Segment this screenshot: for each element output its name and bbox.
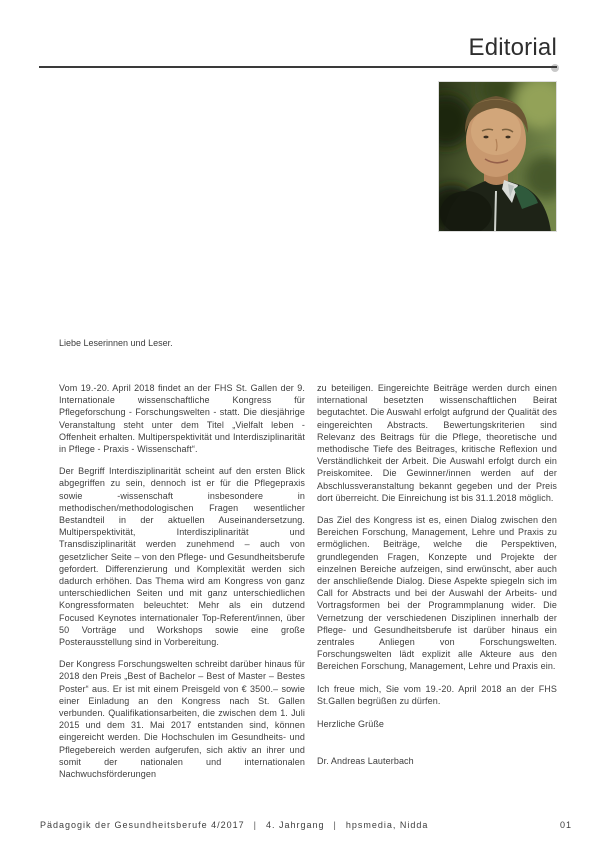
footer-publisher: hpsmedia, Nidda [345, 820, 429, 830]
paragraph: Der Begriff Interdisziplinarität scheint auf den ersten Blick abgegriffen zu sein, dennoch ist er für die Pflegepraxis sowie -wissenschaft insbesondere in methodischen/methodologischen Fragen wesentlicher Bestandteil in der aktuellen Auseinandersetzung. Multiperspektivität, Interdisziplinarität und Transdisziplinarität werden zunehmend – auch von gesetzlicher Seite – von den Pflege- und Gesundheitsberufe gefordert. Differenzierung und Komplexität werden sich dadurch erhöhen. Das Thema wird am Kongress von ganz unterschiedlichen Seiten und mit ganz unterschiedlichen Kongressformaten beleuchtet: Mehr als ein dutzend Focused Keynotes internationaler Top-Referent/innen, über 50 Vorträge und Workshops sowie eine große Posterausstellung sind in Vorbereitung. [59, 466, 305, 648]
closing-sentence: Ich freue mich, Sie vom 19.-20. April 2018 an der FHS St.Gallen begrüßen zu dürfen. [317, 683, 557, 706]
paragraph: Vom 19.-20. April 2018 findet an der FHS St. Gallen der 9. Internationale wissenschaftliche Kongress für Pflegeforschung - Forschungswelten - statt. Die diesjährige Veranstaltung steht unter dem Titel „Vielfalt leben - Offenheit erhalten. Multiperspektivität und Interdisziplinarität in Pflege - Praxis - Wissenschaft“. [59, 383, 305, 455]
page-title: Editorial [468, 34, 557, 61]
footer-separator: | [253, 820, 257, 830]
footer-volume: 4. Jahrgang [265, 820, 325, 830]
portrait-illustration [438, 81, 557, 232]
page-number: 01 [559, 820, 572, 830]
paragraph: Das Ziel des Kongress ist es, einen Dialog zwischen den Bereichen Forschung, Management, Lehre und Praxis zu ermöglichen. Beiträge, welche die Perspektiven, grundlegenden Fragen, Konzepte und Projekte der einzelnen Bereiche aufzeigen, sind erwünscht, aber auch der anschließende Dialog. Diese Aspekte spiegeln sich im Call for Abstracts und bei der Auswahl der Arbeits- und Vortragsformen bei der Programmplanung wider. Die Vernetzung der verschiedenen Disziplinen innerhalb der Pflege- und Gesundheitsberufe ist darüber hinaus ein zentrales Anliegen von Forschungswelten. Forschungswelten lädt explizit alle Akteure aus den Bereichen Forschung, Management, Lehre und Praxis ein. [317, 515, 557, 672]
header-rule [39, 66, 557, 68]
greeting: Herzliche Grüße [317, 719, 385, 730]
article-right-column [317, 382, 557, 777]
page-footer [40, 820, 572, 830]
editor-portrait-photo [438, 81, 557, 232]
signature-name: Dr. Andreas Lauterbach [317, 756, 414, 767]
paragraph: Der Kongress Forschungswelten schreibt darüber hinaus für 2018 den Preis „Best of Bachelor – Best of Master – Bestes Poster“ aus. Er ist mit einem Preisgeld von € 3500.– sowie einer Einladung an den Kongress nach St. Gallen verbunden. Qualifikationsarbeiten, die zwischen dem 1. Juli 2015 und dem 31. Mai 2017 entstanden sind, können eingereicht werden. Die Hochschulen im Gesundheits- und Pflegebereich werden aufgerufen, sich aktiv an ihrer und somit der nationalen und internationalen Nachwuchsförderungen [59, 659, 305, 780]
footer-journal-title: Pädagogik der Gesundheitsberufe 4/2017 [40, 820, 245, 830]
paragraph: zu beteiligen. Eingereichte Beiträge werden durch einen international besetzten wissenschaftlichen Beirat begutachtet. Die Auswahl erfolgt aufgrund der Qualität des eingereichten Abstracts. Bewertungskriterien sind Relevanz des Beitrags für die Pflege, theoretische und methodische Tiefe des Beitrages, kritische Reflexion und Verständlichkeit der Arbeit. Die Auswahl erfolgt durch ein Preiskomitee. Die Gewinner/innen werden auf der Abschlussveranstaltung bekannt gegeben und der Preis dort überreicht. Die Einreichung ist bis 31.1.2018 möglich. [317, 383, 557, 503]
salutation: Liebe Leserinnen und Leser. [59, 338, 173, 348]
footer-separator: | [333, 820, 337, 830]
article-left-column [59, 382, 305, 790]
